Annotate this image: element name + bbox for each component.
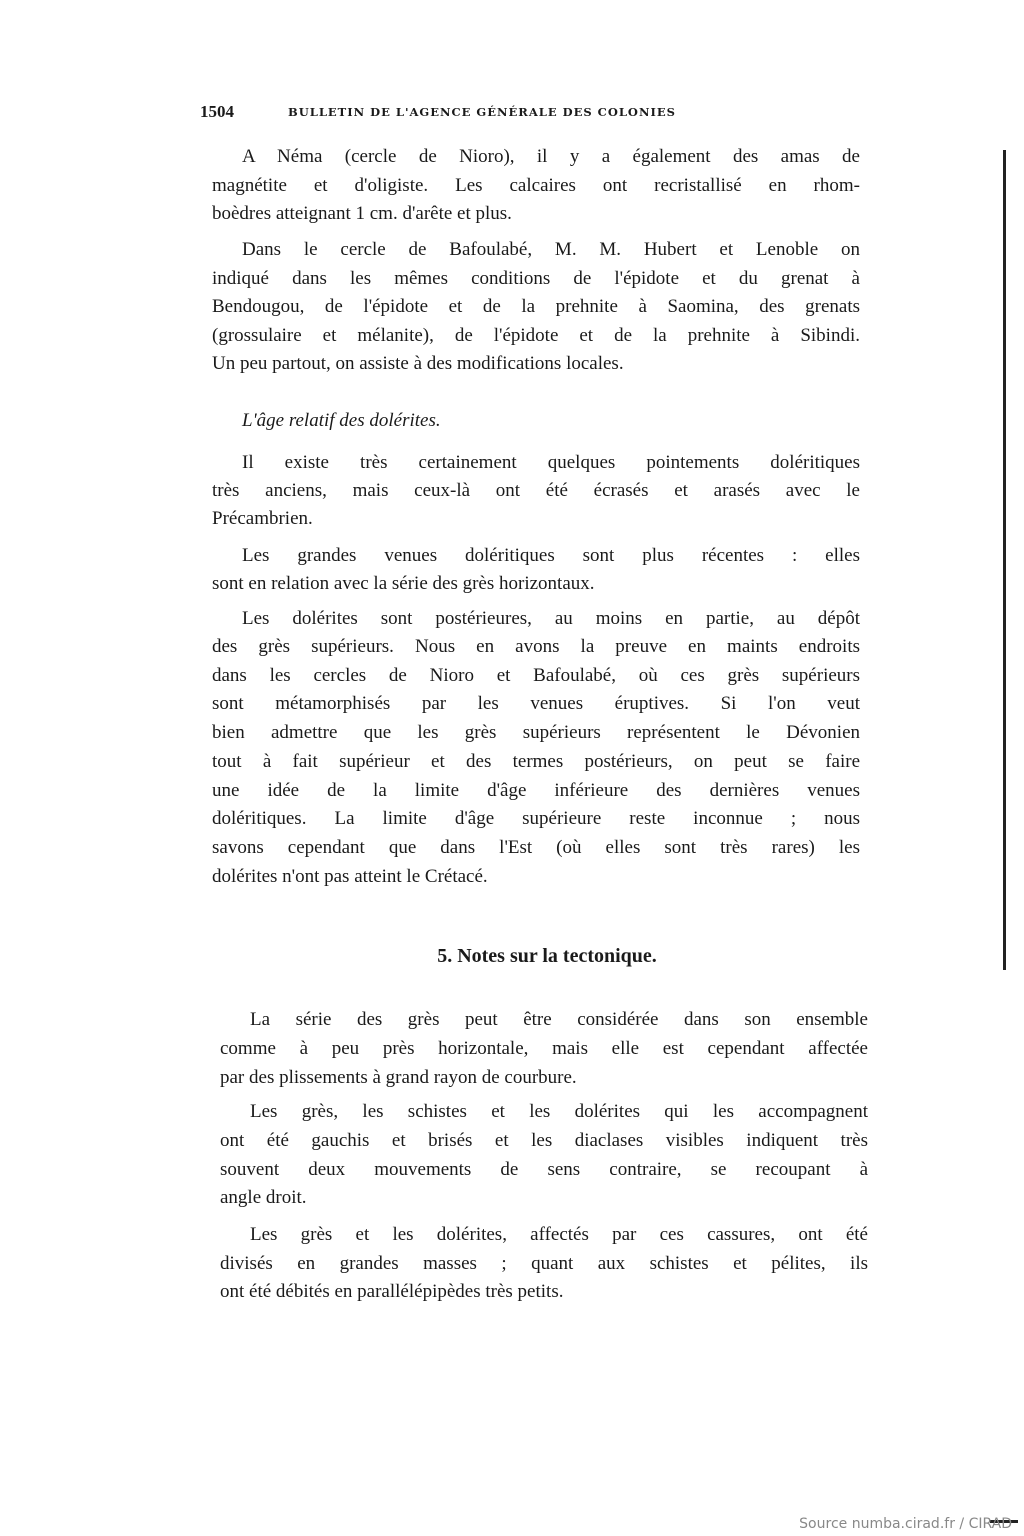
text-line: par des plissements à grand rayon de courbure. [220, 1067, 577, 1088]
text-line: ont été débités en parallélépipèdes très petits. [220, 1281, 564, 1302]
text-line: bien admettre que les grès supérieurs représentent le Dévonien [212, 722, 860, 743]
text-line: dolérites n'ont pas atteint le Crétacé. [212, 866, 488, 887]
text-line: ont été gauchis et brisés et les diaclases visibles indiquent très [220, 1130, 868, 1151]
text-line: sont en relation avec la série des grès horizontaux. [212, 573, 595, 594]
text-line: très anciens, mais ceux-là ont été écrasés et arasés avec le [212, 480, 860, 501]
text-line: Les grandes venues doléritiques sont plus récentes : elles [242, 545, 860, 566]
page-number: 1504 [200, 102, 234, 121]
text-line: Dans le cercle de Bafoulabé, M. M. Hubert et Lenoble on [242, 239, 860, 260]
text-line: Les grès et les dolérites, affectés par ces cassures, ont été [250, 1224, 868, 1245]
text-line: savons cependant que dans l'Est (où elles sont très rares) les [212, 837, 860, 858]
text-line: dans les cercles de Nioro et Bafoulabé, où ces grès supérieurs [212, 665, 860, 686]
text-line: doléritiques. La limite d'âge supérieure reste inconnue ; nous [212, 808, 860, 829]
text-line: Les dolérites sont postérieures, au moins en partie, au dépôt [242, 608, 860, 629]
text-line: sont métamorphisés par les venues éruptives. Si l'on veut [212, 693, 860, 714]
text-line: comme à peu près horizontale, mais elle est cependant affectée [220, 1038, 868, 1059]
text-line: Précambrien. [212, 508, 313, 529]
text-line: Il existe très certainement quelques pointements doléritiques [242, 452, 860, 473]
text-line: des grès supérieurs. Nous en avons la preuve en maints endroits [212, 636, 860, 657]
text-line: divisés en grandes masses ; quant aux schistes et pélites, ils [220, 1253, 868, 1274]
text-line: boèdres atteignant 1 cm. d'arête et plus. [212, 203, 512, 224]
text-line: A Néma (cercle de Nioro), il y a également des amas de [242, 146, 860, 167]
text-line: tout à fait supérieur et des termes postérieurs, on peut se faire [212, 751, 860, 772]
scan-edge-shadow [1003, 150, 1006, 970]
text-line: (grossulaire et mélanite), de l'épidote et de la prehnite à Sibindi. [212, 325, 860, 346]
text-line: indiqué dans les mêmes conditions de l'épidote et du grenat à [212, 268, 860, 289]
text-line: magnétite et d'oligiste. Les calcaires ont recristallisé en rhom- [212, 175, 860, 196]
text-line: angle droit. [220, 1187, 307, 1208]
text-line: Les grès, les schistes et les dolérites qui les accompagnent [250, 1101, 868, 1122]
section-heading: 5. Notes sur la tectonique. [437, 945, 657, 967]
text-line: une idée de la limite d'âge inférieure des dernières venues [212, 780, 860, 801]
source-credit: Source numba.cirad.fr / CIRAD [799, 1516, 1012, 1532]
text-line: souvent deux mouvements de sens contraire, se recoupant à [220, 1159, 868, 1180]
running-title: BULLETIN DE L'AGENCE GÉNÉRALE DES COLONIES [288, 105, 676, 119]
text-line: La série des grès peut être considérée dans son ensemble [250, 1009, 868, 1030]
subheading: L'âge relatif des dolérites. [242, 410, 441, 431]
text-line: Un peu partout, on assiste à des modifications locales. [212, 353, 624, 374]
text-line: Bendougou, de l'épidote et de la prehnite à Saomina, des grenats [212, 296, 860, 317]
